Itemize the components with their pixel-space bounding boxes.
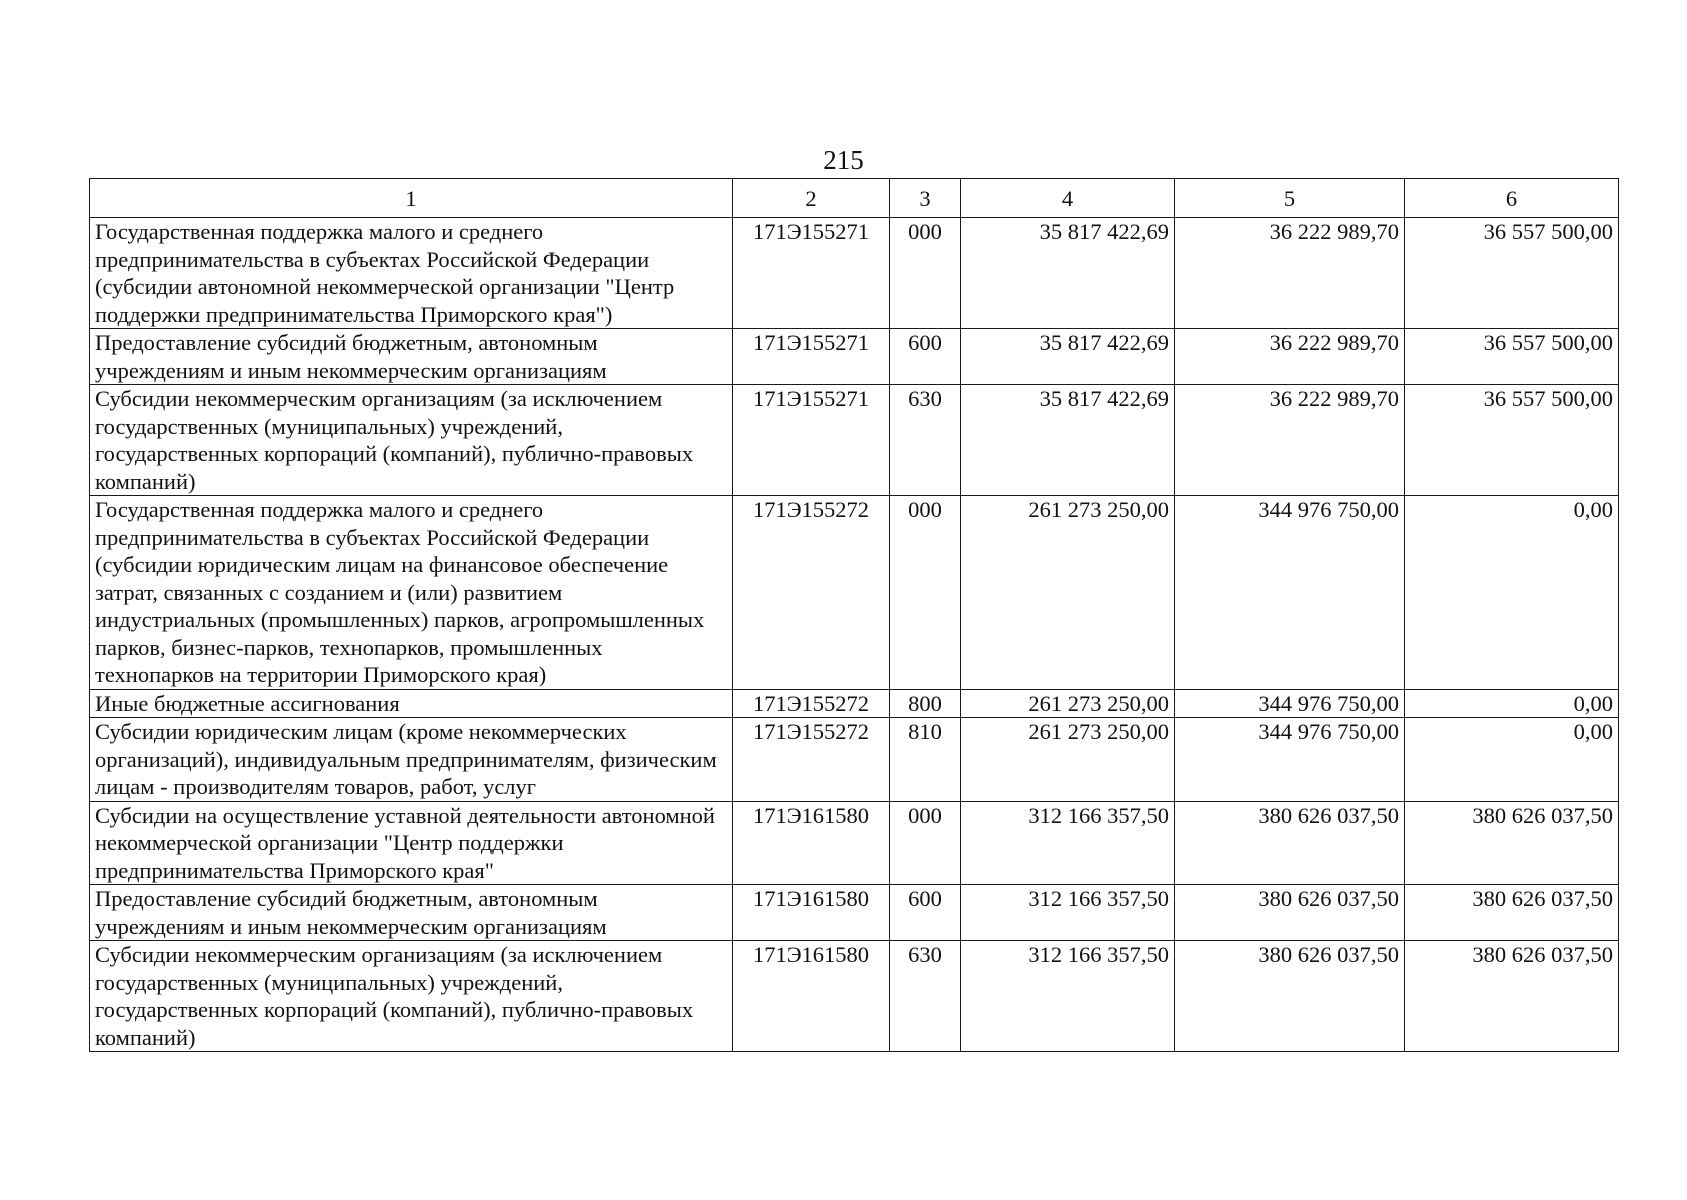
row-amount-4-cell: 35 817 422,69	[961, 329, 1175, 385]
row-amount-6-cell: 380 626 037,50	[1405, 801, 1619, 885]
row-amount-6-cell: 0,00	[1405, 689, 1619, 718]
row-amount-5-cell: 380 626 037,50	[1175, 885, 1405, 941]
row-code-cell: 171Э155271	[733, 329, 890, 385]
row-amount-4-cell: 35 817 422,69	[961, 385, 1175, 496]
row-amount-6-cell: 36 557 500,00	[1405, 385, 1619, 496]
table-row	[90, 718, 1619, 802]
row-expense-type-cell: 000	[890, 496, 961, 690]
column-header: 2	[733, 179, 890, 218]
table-row	[90, 385, 1619, 496]
column-header: 5	[1175, 179, 1405, 218]
row-amount-6-cell: 36 557 500,00	[1405, 329, 1619, 385]
header-row	[90, 179, 1619, 218]
table-header	[90, 179, 1619, 218]
row-expense-type-cell: 000	[890, 801, 961, 885]
row-expense-type-cell: 000	[890, 218, 961, 329]
row-expense-type-cell: 630	[890, 385, 961, 496]
row-amount-5-cell: 344 976 750,00	[1175, 718, 1405, 802]
row-amount-4-cell: 261 273 250,00	[961, 689, 1175, 718]
row-amount-6-cell: 0,00	[1405, 718, 1619, 802]
row-code-cell: 171Э161580	[733, 801, 890, 885]
table-row	[90, 218, 1619, 329]
row-amount-6-cell: 0,00	[1405, 496, 1619, 690]
row-amount-5-cell: 36 222 989,70	[1175, 329, 1405, 385]
table-row	[90, 941, 1619, 1052]
row-name-cell: Предоставление субсидий бюджетным, автономным учреждениям и иным некоммерческим организациям	[90, 329, 733, 385]
row-expense-type-cell: 800	[890, 689, 961, 718]
row-amount-5-cell: 380 626 037,50	[1175, 801, 1405, 885]
row-name-cell: Субсидии на осуществление уставной деятельности автономной некоммерческой организации "Центр поддержки предпринимательства Приморского края"	[90, 801, 733, 885]
budget-table	[89, 178, 1619, 1052]
row-amount-6-cell: 380 626 037,50	[1405, 941, 1619, 1052]
row-code-cell: 171Э155272	[733, 496, 890, 690]
row-amount-4-cell: 312 166 357,50	[961, 885, 1175, 941]
row-code-cell: 171Э161580	[733, 885, 890, 941]
row-code-cell: 171Э155271	[733, 385, 890, 496]
row-code-cell: 171Э161580	[733, 941, 890, 1052]
table-row	[90, 801, 1619, 885]
row-name-cell: Иные бюджетные ассигнования	[90, 689, 733, 718]
table-row	[90, 885, 1619, 941]
column-header: 6	[1405, 179, 1619, 218]
row-expense-type-cell: 600	[890, 885, 961, 941]
row-amount-6-cell: 380 626 037,50	[1405, 885, 1619, 941]
row-amount-6-cell: 36 557 500,00	[1405, 218, 1619, 329]
page-number: 215	[823, 145, 864, 175]
row-name-cell: Предоставление субсидий бюджетным, автономным учреждениям и иным некоммерческим организациям	[90, 885, 733, 941]
column-header: 3	[890, 179, 961, 218]
table-row	[90, 329, 1619, 385]
row-amount-5-cell: 380 626 037,50	[1175, 941, 1405, 1052]
row-name-cell: Субсидии некоммерческим организациям (за исключением государственных (муниципальных) учреждений, государственных корпораций (компаний), публично-правовых компаний)	[90, 941, 733, 1052]
row-code-cell: 171Э155272	[733, 718, 890, 802]
table-row	[90, 496, 1619, 690]
row-expense-type-cell: 810	[890, 718, 961, 802]
row-name-cell: Государственная поддержка малого и среднего предпринимательства в субъектах Российской Федерации (субсидии автономной некоммерческой организации "Центр поддержки предпринимательства Приморского края")	[90, 218, 733, 329]
column-header: 4	[961, 179, 1175, 218]
row-amount-4-cell: 35 817 422,69	[961, 218, 1175, 329]
row-amount-4-cell: 312 166 357,50	[961, 801, 1175, 885]
row-amount-5-cell: 36 222 989,70	[1175, 385, 1405, 496]
row-name-cell: Государственная поддержка малого и среднего предпринимательства в субъектах Российской Федерации (субсидии юридическим лицам на финансовое обеспечение затрат, связанных с созданием и (или) развитием индустриальных (промышленных) парков, агропромышленных парков, бизнес-парков, технопарков, промышленных технопарков на территории Приморского края)	[90, 496, 733, 690]
row-amount-5-cell: 36 222 989,70	[1175, 218, 1405, 329]
row-amount-5-cell: 344 976 750,00	[1175, 689, 1405, 718]
row-code-cell: 171Э155271	[733, 218, 890, 329]
row-amount-5-cell: 344 976 750,00	[1175, 496, 1405, 690]
row-amount-4-cell: 261 273 250,00	[961, 718, 1175, 802]
row-code-cell: 171Э155272	[733, 689, 890, 718]
row-amount-4-cell: 312 166 357,50	[961, 941, 1175, 1052]
row-name-cell: Субсидии юридическим лицам (кроме некоммерческих организаций), индивидуальным предпринимателям, физическим лицам - производителям товаров, работ, услуг	[90, 718, 733, 802]
column-header: 1	[90, 179, 733, 218]
table-row	[90, 689, 1619, 718]
row-expense-type-cell: 630	[890, 941, 961, 1052]
row-amount-4-cell: 261 273 250,00	[961, 496, 1175, 690]
row-expense-type-cell: 600	[890, 329, 961, 385]
row-name-cell: Субсидии некоммерческим организациям (за исключением государственных (муниципальных) учреждений, государственных корпораций (компаний), публично-правовых компаний)	[90, 385, 733, 496]
